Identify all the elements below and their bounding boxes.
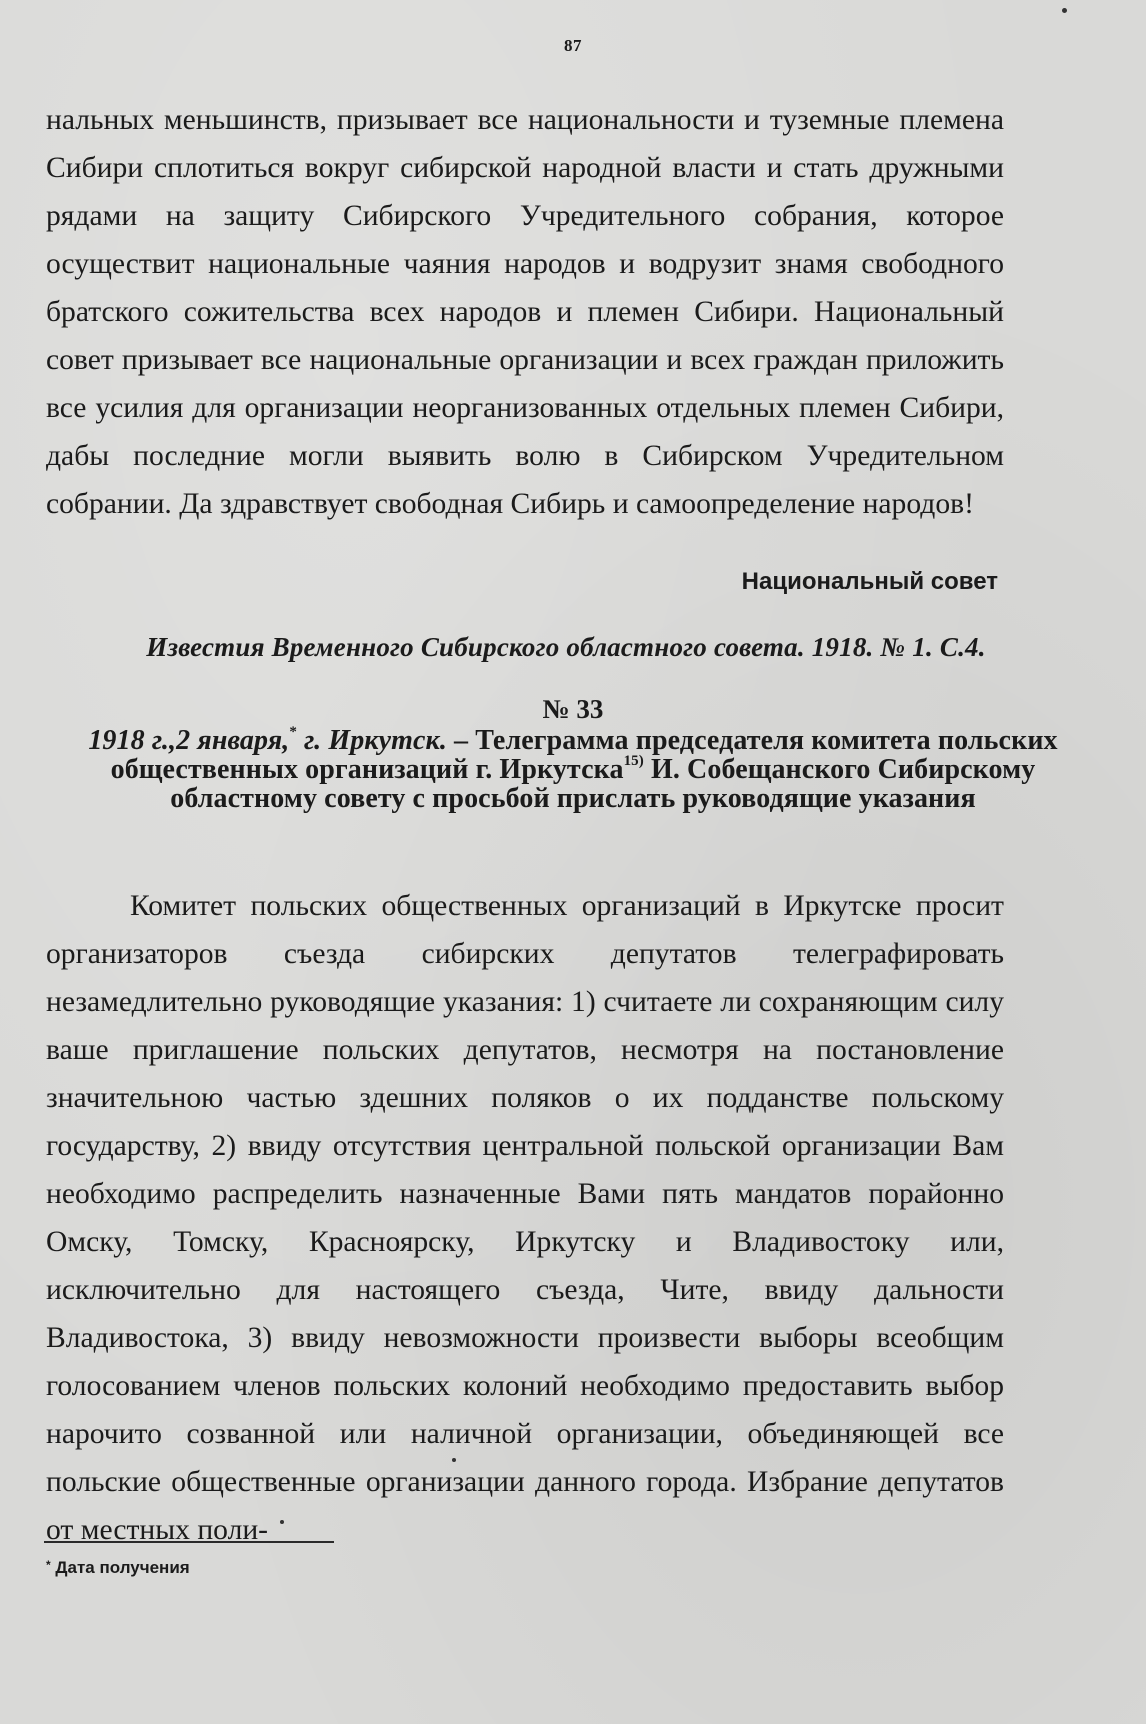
document-number: № 33 <box>542 694 604 724</box>
heading-endnote-ref: 15) <box>623 753 644 769</box>
telegram-text: Комитет польских общественных организаций в Иркутске просит организаторов съезда сибирских депутатов телеграфировать незамедлительно руководящие указания: 1) считаете ли сохраняющим силу ваше приглашение польских депутатов, несмотря на постановление значительною частью здешних поляков о их подданстве польскому государству, 2) ввиду отсутствия центральной польской организации Вам необходимо распределить назначенные Вами пять мандатов порайонно Омску, Томску, Красноярску, Иркутску и Владивостоку или, исключительно для настоящего съезда, Чите, ввиду дальности Владивостока, 3) ввиду невозможности произвести выборы всеобщим голосованием членов польских колоний необходимо предоставить выбор нарочито созванной или наличной организации, объединяющей все польские общественные организации данного города. Избрание депутатов от местных поли- <box>46 890 1004 1546</box>
heading-text-part-2: И. Собещанского Сибирскому областному совету с просьбой прислать руководящие указания <box>170 754 1036 814</box>
page-number: 87 <box>564 36 582 55</box>
signature: Национальный совет <box>741 568 998 595</box>
heading-city: г. Иркутск. <box>296 725 447 756</box>
document-heading <box>70 726 1076 813</box>
heading-text-part-1: – Телеграмма председателя комитета польских общественных организаций г. Иркутска <box>110 725 1058 785</box>
footnote-divider <box>44 1541 334 1543</box>
paragraph-continuation: нальных меньшинств, призывает все национальности и туземные племена Сибири сплотиться вокруг сибирской народной власти и стать дружными рядами на защиту Сибирского Учредительного собрания, которое осуществит национальные чаяния народов и водрузит знамя свободного братского сожительства всех народов и племен Сибири. Национальный совет призывает все национальные организации и всех граждан приложить все усилия для организации неорганизованных отдельных племен Сибири, дабы последние могли выявить волю в Сибирском Учредительном собрании. Да здравствует свободная Сибирь и самоопределение народов! <box>46 104 1004 520</box>
scan-speck <box>452 1458 456 1462</box>
scan-speck <box>1062 8 1067 13</box>
heading-date: 1918 г.,2 января, <box>88 725 290 756</box>
source-citation: Известия Временного Сибирского областного совета. 1918. № 1. С.4. <box>146 632 986 662</box>
footnote <box>46 1558 190 1578</box>
footnote-text: Дата получения <box>50 1558 190 1577</box>
heading-footnote-marker: * <box>289 724 297 740</box>
scan-speck <box>280 1520 284 1524</box>
footnote-marker: * <box>46 1558 51 1572</box>
